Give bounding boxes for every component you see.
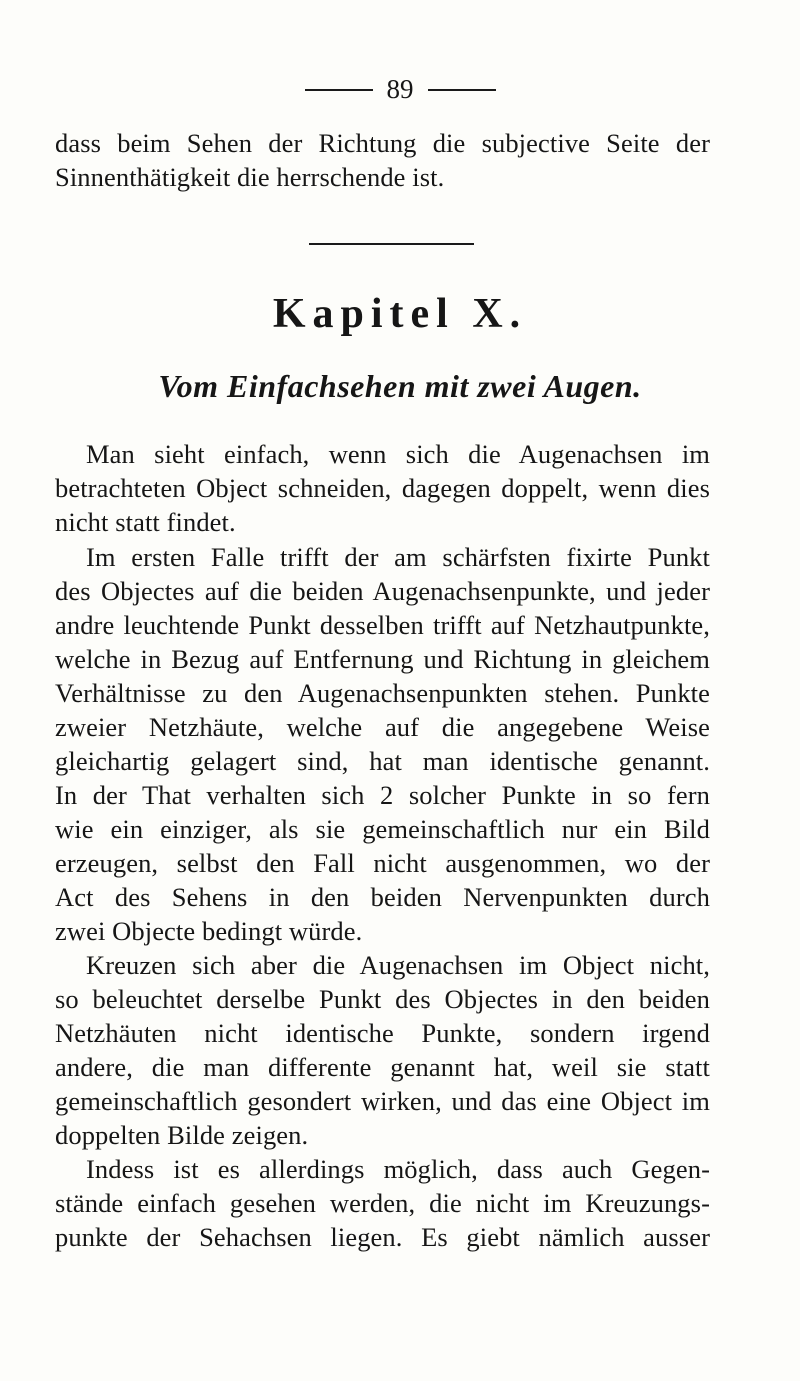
text-line: welche in Bezug auf Entfernung und Richtung in gleichem [55, 644, 710, 674]
text-line: Im ersten Falle trifft der am schärfsten fixirte Punkt [86, 542, 710, 572]
text-line: nicht statt findet. [55, 507, 236, 537]
left-rule [305, 89, 373, 91]
text-line: In der That verhalten sich 2 solcher Punkte in so fern [55, 780, 710, 810]
text-line: gleichartig gelagert sind, hat man identische genannt. [55, 746, 710, 776]
text-line: des Objectes auf die beiden Augenachsenpunkte, und jeder [55, 576, 710, 606]
text-line: Sinnenthätigkeit die herrschende ist. [55, 162, 445, 192]
chapter-subtitle: Vom Einfachsehen mit zwei Augen. [158, 368, 642, 404]
page-header [0, 74, 800, 105]
text-line: erzeugen, selbst den Fall nicht ausgenommen, wo der [55, 848, 710, 878]
text-line: andre leuchtende Punkt desselben trifft auf Netzhautpunkte, [55, 610, 710, 640]
text-line: zwei Objecte bedingt würde. [55, 916, 363, 946]
text-line: Verhältnisse zu den Augenachsenpunkten stehen. Punkte [55, 678, 710, 708]
text-line: stände einfach gesehen werden, die nicht im Kreuzungs- [55, 1188, 710, 1218]
text-line: betrachteten Object schneiden, dagegen doppelt, wenn dies [55, 473, 710, 503]
text-line: so beleuchtet derselbe Punkt des Objectes in den beiden [55, 984, 710, 1014]
text-line: Indess ist es allerdings möglich, dass auch Gegen- [86, 1154, 710, 1184]
text-line: Act des Sehens in den beiden Nervenpunkten durch [55, 882, 710, 912]
section-divider [309, 243, 474, 245]
chapter-title: Kapitel X. [272, 291, 528, 337]
text-line: Netzhäuten nicht identische Punkte, sondern irgend [55, 1018, 710, 1048]
text-line: andere, die man differente genannt hat, weil sie statt [55, 1052, 710, 1082]
page-number: 89 [386, 74, 414, 104]
text-line: Man sieht einfach, wenn sich die Augenachsen im [86, 439, 710, 469]
text-line: gemeinschaftlich gesondert wirken, und das eine Object im [55, 1086, 710, 1116]
text-line: punkte der Sehachsen liegen. Es giebt nämlich ausser [55, 1222, 710, 1252]
text-line: wie ein einziger, als sie gemeinschaftlich nur ein Bild [55, 814, 710, 844]
text-line: zweier Netzhäute, welche auf die angegebene Weise [55, 712, 710, 742]
right-rule [428, 89, 496, 91]
text-line: dass beim Sehen der Richtung die subjective Seite der [55, 128, 710, 158]
text-line: doppelten Bilde zeigen. [55, 1120, 309, 1150]
text-line: Kreuzen sich aber die Augenachsen im Object nicht, [86, 950, 710, 980]
